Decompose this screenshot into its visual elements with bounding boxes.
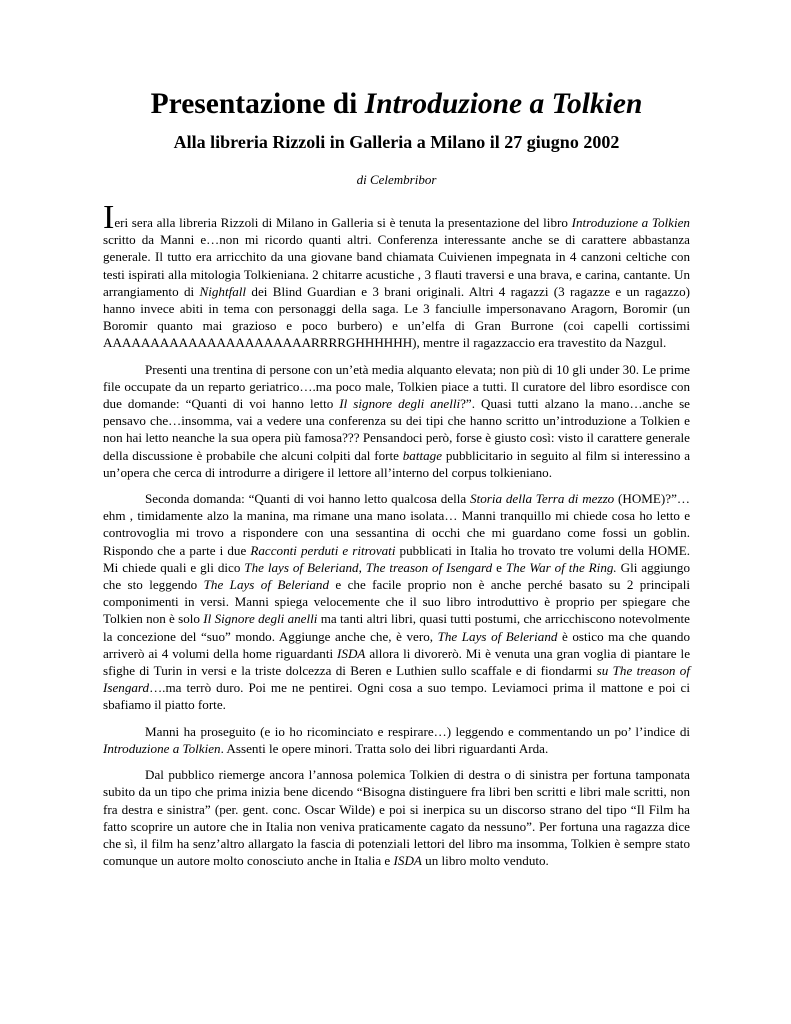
- paragraph-text: [103, 491, 690, 712]
- document-subtitle: Alla libreria Rizzoli in Galleria a Milano il 27 giugno 2002: [173, 132, 620, 152]
- italic-run: The War of the Ring.: [505, 559, 617, 575]
- text-run: ma tanti altri libri, quasi tutti postumi, che arricchiscono notevolmente la concezione del “suo” mondo. Aggiunge anche che, è vero,: [103, 611, 690, 644]
- paragraph-text: [103, 362, 690, 480]
- paragraph-5: [103, 766, 690, 869]
- italic-run: Introduzione a Tolkien: [571, 215, 690, 230]
- text-run: e: [492, 559, 506, 575]
- text-run: eri sera alla libreria Rizzoli di Milano in Galleria si è tenuta la presentazione del libro: [114, 215, 572, 230]
- document-page: [103, 86, 690, 878]
- paragraph-4: [103, 723, 690, 757]
- italic-run: su The treason of Isengard: [103, 663, 690, 696]
- document-title: [103, 86, 690, 122]
- paragraph-1: [103, 199, 690, 352]
- paragraph-text: [103, 724, 690, 756]
- italic-run: The Lays of Beleriand: [437, 628, 558, 644]
- author-line: di Celembribor: [356, 172, 437, 187]
- italic-run: Il signore degli anelli: [339, 396, 461, 412]
- italic-run: battage: [402, 447, 443, 463]
- text-run: è ostico ma che quando arriverò ai 4 volumi della home riguardanti: [103, 628, 691, 661]
- text-run: Seconda domanda: “Quanti di voi hanno letto qualcosa della: [145, 491, 471, 507]
- paragraph-2: [103, 361, 690, 481]
- text-run: ….ma terrò duro. Poi me ne pentirei. Ogni cosa a suo tempo. Leviamoci prima il mattone e poi ci sbafiamo il piatto forte.: [103, 680, 690, 713]
- paragraph-3: [103, 490, 690, 714]
- text-run: e che facile proprio non è anche perché basato su 2 principali componimenti in versi. Manni spiega velocemente che il suo libro introduttivo è proprio per spiegare che Tolkien non è solo: [103, 577, 690, 627]
- title-italic: Introduzione a Tolkien: [364, 88, 643, 120]
- italic-run: Nightfall: [199, 283, 247, 299]
- text-run: Presenti una trentina di persone con un’età media alquanto elevata; non più di 10 gli under 30. Le prime file occupate da un reparto geriatrico….ma poco male, Tolkien piace a tutti. Il curatore del libro esordisce con due domande: “Quanti di voi hanno letto: [103, 361, 690, 412]
- text-run: un libro molto venduto.: [421, 853, 549, 869]
- paragraph-text: [103, 215, 690, 350]
- text-run: (HOME)?”…ehm , timidamente alzo la manina, ma rimane una mano isolata… Manni tranquillo mi chiede cosa ho letto e controvoglia mi trovo a rispondere con una sessantina di occhi che mi guardano come fossi un goblin. Rispondo che a parte i due: [103, 491, 691, 558]
- text-run: pubblicitario in seguito al film si interessino a un’opera che cerca di introdurre a dirigere il lettore all’interno del corpus tolkieniano.: [103, 447, 691, 480]
- text-run: Gli aggiungo che sto leggendo: [103, 559, 690, 593]
- text-run: scritto da Manni e…non mi ricordo quanti altri. Conferenza interessante anche se di carattere abbastanza generale. Il tutto era arricchito da una giovane band chiamata Cuivienen impegnata in 4 canzoni celtiche con testi ispirati alla mitologia Tolkieniana. 2 chitarre acustiche , 3 flauti traversi e una brava, e carina, cantante. Un arrangiamento di: [103, 232, 690, 299]
- italic-run: Il Signore degli anelli: [203, 611, 318, 627]
- italic-run: The lays of Beleriand, The treason of Isengard: [244, 559, 493, 575]
- italic-run: ISDA: [393, 853, 422, 869]
- paragraph-text: [103, 767, 690, 868]
- text-run: Manni ha proseguito (e io ho ricominciato e respirare…) leggendo e commentando un po’ l’indice di: [145, 723, 690, 739]
- italic-run: Introduzione a Tolkien: [103, 740, 221, 756]
- italic-run: The Lays of Beleriand: [203, 577, 329, 593]
- italic-run: Storia della Terra di mezzo: [470, 491, 615, 507]
- article-body: [103, 199, 691, 869]
- drop-cap: I: [103, 199, 115, 236]
- text-run: dei Blind Guardian e 3 brani originali. Altri 4 ragazzi (3 ragazze e un ragazzo) hanno invece abiti in tema con personaggi della saga. Le 3 fanciulle impersonavano Aragorn, Boromir (un Boromir quanto mai grazioso e poco burbero) e un’elfa di Gran Burrone (coi capelli cortissimi AAAAAAAAAAAAAAAAAAAAAARRRRGHHHHHH), mentre il ragazzaccio era travestito da Nazgul.: [103, 283, 690, 351]
- text-run: Dal pubblico riemerge ancora l’annosa polemica Tolkien di destra o di sinistra per fortuna tamponata subito da un tipo che prima inizia bene dicendo “Bisogna distinguere fra libri ben scritti e libri male scritti, non fra destra e sinistra” (per. gent. conc. Oscar Wilde) e poi si inerpica su un discorso strano del tipo “Il Film ha fatto scoprire un autore che in Italia non veniva praticamente cagato da nessuno”. Per fortuna una ragazza dice che sì, il film ha senz’altro allargato la fascia di potenziali lettori del libro ma insomma, Tolkien è sempre stato comunque un autore molto conosciuto anche in Italia e: [103, 767, 690, 869]
- text-run: . Assenti le opere minori. Tratta solo dei libri riguardanti Arda.: [220, 740, 549, 756]
- italic-run: ISDA: [337, 645, 366, 661]
- italic-run: Racconti perduti e ritrovati: [250, 542, 396, 558]
- text-run: ?”. Quasi tutti alzano la mano…anche se pensavo che…insomma, vai a vedere una conferenza su dei tipi che hanno scritto un’introduzione a Tolkien e non hai letto neanche la sua opera più famosa??? Pensandoci però, forse è giusto così: visto il carattere generale della discussione è probabile che alcuni colpiti dal forte: [103, 396, 690, 463]
- text-run: allora li divorerò. Mi è venuta una gran voglia di piantare le sfighe di Turin in versi e la triste dolcezza di Beren e Luthien sullo scaffale e di fiondarmi: [103, 645, 691, 679]
- title-prefix: Presentazione di: [150, 88, 365, 120]
- text-run: pubblicati in Italia ho trovato tre volumi della HOME. Mi chiede quali e gli dico: [103, 542, 690, 575]
